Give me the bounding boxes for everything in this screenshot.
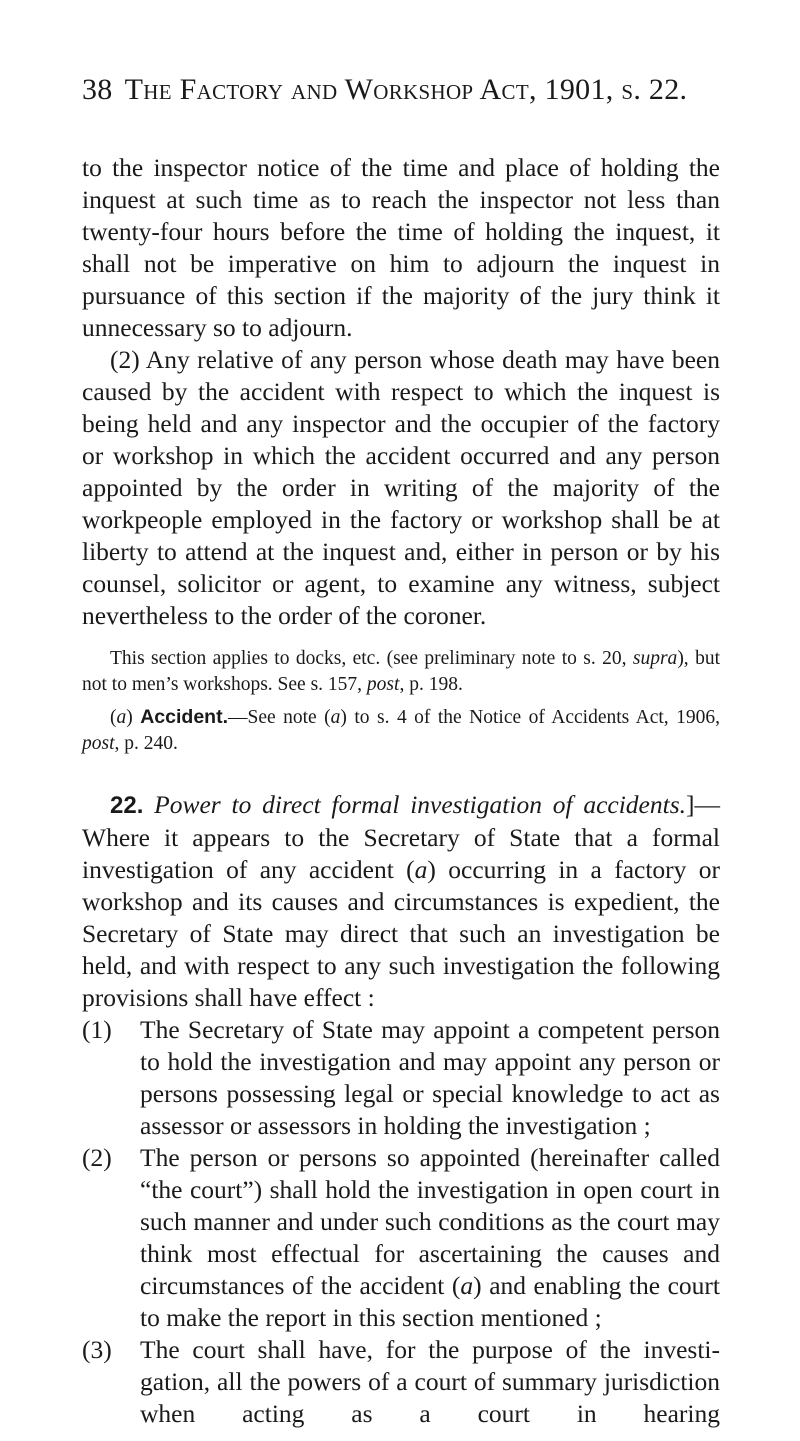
list-item: (2) The person or persons so appointed (hereinafter called “the court”) shall hold the investigation in open court in such manner and under such conditions as the court may think most effectual for ascertaining the causes and circumstances of the accident (a) and enabling the court to make the report in this section mentioned ; <box>82 1143 720 1332</box>
running-head <box>82 73 718 107</box>
note-accident: (a) Accident.—See note (a) to s. 4 of the Notice of Accidents Act, 1906, post, p. 240. <box>82 706 720 754</box>
paragraph-continued: to the inspector notice of the time and place of holding the inquest at such time as to reach the inspector not less than twenty-four hours before the time of holding the inquest, it shall not be imperative on him to adjourn the inquest in pursuance of this section if the majority of the jury think it unnecessary so to adjourn. <box>82 153 720 342</box>
page-number: 38 <box>82 73 113 106</box>
section-title: Power to direct formal investigation of accidents. <box>154 790 686 819</box>
list-item: (3) The court shall have, for the purpose of the investi-gation, all the powers of a court of summary jurisdiction when acting as a court in hearing <box>82 1335 720 1428</box>
body-text <box>82 152 720 1430</box>
section-number: 22. <box>110 792 144 819</box>
paragraph-subsection-2: (2) Any relative of any person whose death may have been caused by the accident with respect to which the inquest is being held and any inspector and the occupier of the factory or workshop in which the accident occurred and any person appointed by the order in writing of the majority of the workpeople employed in the factory or workshop shall be at liberty to attend at the inquest and, either in person or by his counsel, solicitor or agent, to examine any witness, subject nevertheless to the order of the coroner. <box>82 345 720 630</box>
note-application: This section applies to docks, etc. (see preliminary note to s. 20, supra), but not to men’s workshops. See s. 157, post, p. 198. <box>82 648 720 695</box>
section-22: 22. Power to direct formal investigation of accidents.]—Where it appears to the Secretary of State that a formal investigation of any accident (a) occurring in a factory or workshop and its causes and circumstances is expedient, the Secretary of State may direct that such an investigation be held, and with respect to any such investigation the following provisions shall have effect : <box>82 790 721 1012</box>
notes <box>82 646 720 757</box>
running-title: The Factory and Workshop Act, 1901, s. 22. <box>124 73 688 106</box>
list-item: (1) The Secretary of State may appoint a competent person to hold the investigation and may appoint any person or persons possessing legal or special knowledge to act as assessor or assessors in holding the investigation ; <box>82 1015 720 1140</box>
